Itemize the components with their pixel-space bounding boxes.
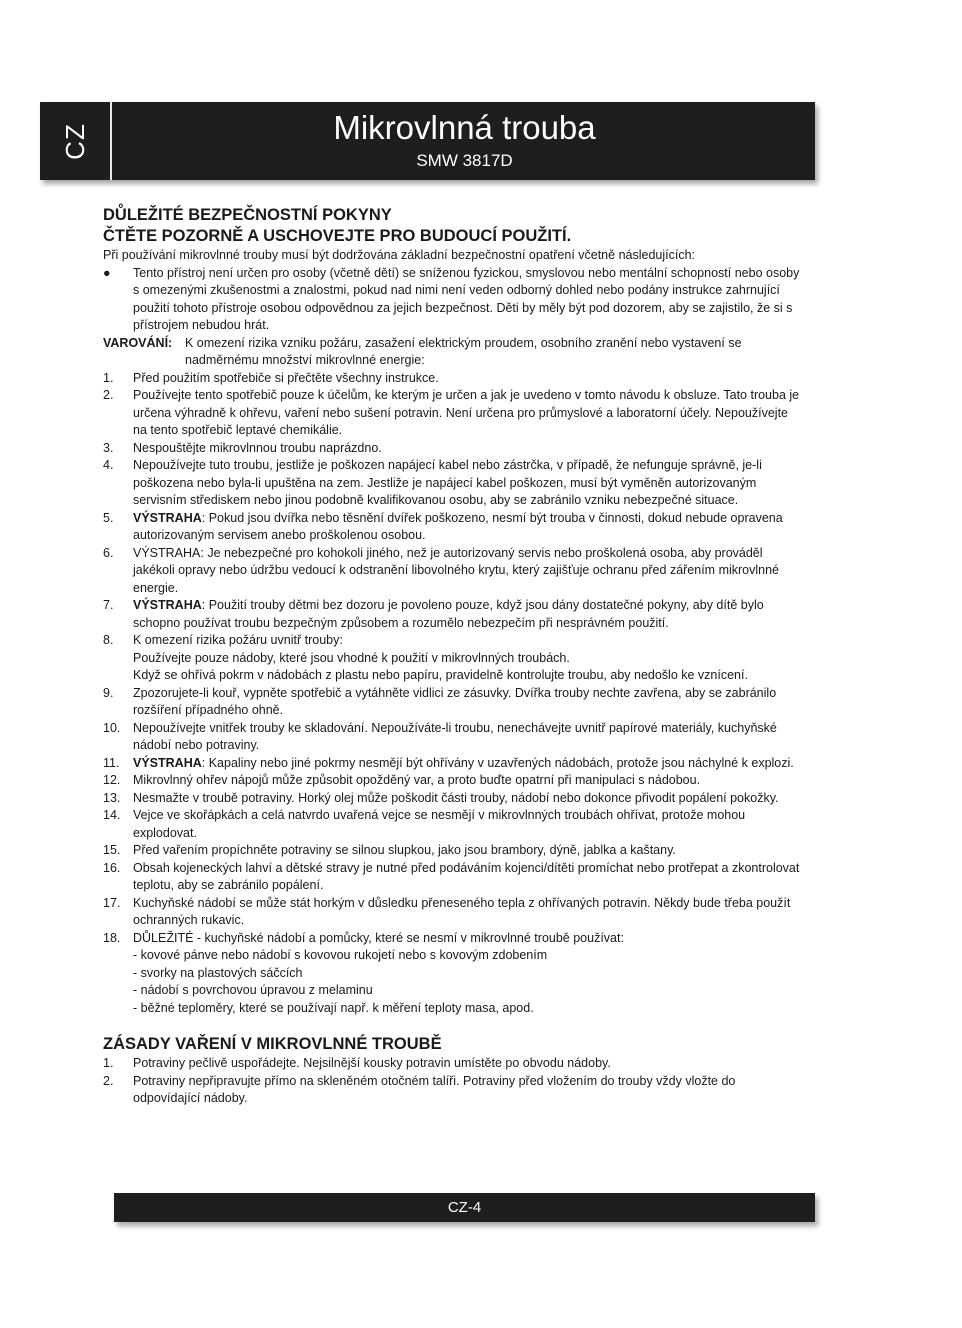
warning-text: K omezení rizika vzniku požáru, zasažení elektrickým proudem, osobního zranění nebo vystavení se nadměrnému množství mikrovlnné energie: xyxy=(185,335,742,367)
list-item xyxy=(103,1073,803,1108)
intro-text: Při používání mikrovlnné trouby musí být dodržována základní bezpečnostní opatření včetně následujících: xyxy=(103,248,695,262)
list-item-number: 14. xyxy=(103,808,121,822)
safety-list xyxy=(103,370,803,1018)
list-item xyxy=(103,720,803,755)
list-item-text xyxy=(133,772,803,790)
list-item-number: 18. xyxy=(103,930,121,945)
list-item xyxy=(103,807,803,842)
list-item-number: 8. xyxy=(103,633,114,647)
list-item-line: Obsah kojeneckých lahví a dětské stravy je nutné před podáváním kojenci/dítěti promíchat nebo protřepat a zkontrolovat teplotu, aby se zabránilo popálení. xyxy=(133,860,800,892)
list-item-line: VÝSTRAHA: Je nebezpečné pro kohokoli jiného, než je autorizovaný servis nebo proškolená osoba, aby prováděl jakékoli opravy nebo údržbu vedoucí k odstranění libovolného krytu, který zajišťuje ochranu před zářením mikrovlnné energie. xyxy=(133,545,780,595)
list-item xyxy=(103,790,803,808)
cooking-list xyxy=(103,1055,803,1108)
bullet-text: Tento přístroj není určen pro osoby (včetně dětí) se sníženou fyzickou, smyslovou nebo mentální schopností nebo osoby s omezenými zkušenostmi a znalostmi, pokud nad nimi není veden odborný dohled nebo podány instrukce zahrnující použití tohoto přístroje osobou odpovědnou za jejich bezpečnost. Děti by měly být pod dozorem, aby se zajistilo, že si s přístrojem nebudou hrát. xyxy=(133,265,800,332)
warning-keyword: VÝSTRAHA xyxy=(133,598,202,612)
list-item-line: Vejce ve skořápkách a celá natvrdo uvařená vejce se nesmějí v mikrovlnných troubách ohřívat, protože mohou explodovat. xyxy=(133,808,746,840)
list-item xyxy=(103,387,803,440)
list-item-line: - svorky na plastových sáčcích xyxy=(133,965,303,980)
list-item xyxy=(103,440,803,458)
warning-keyword: VÝSTRAHA xyxy=(133,755,202,770)
list-item-line: Nespouštějte mikrovlnnou troubu naprázdno. xyxy=(133,440,382,455)
list-item-number: 11. xyxy=(103,755,120,770)
model-number: SMW 3817D xyxy=(416,151,513,170)
list-item-line: Mikrovlnný ohřev nápojů může způsobit opožděný var, a proto buďte opatrní při manipulaci s nádobou. xyxy=(133,773,701,787)
bullet-icon: ● xyxy=(103,265,111,280)
warning-block xyxy=(103,335,803,370)
list-item-text: Potraviny pečlivě uspořádejte. Nejsilnější kousky potravin umístěte po obvodu nádoby. xyxy=(133,1056,611,1070)
list-item xyxy=(103,930,803,1018)
list-item xyxy=(103,632,803,685)
list-item-text xyxy=(133,842,803,860)
list-item-number: 10. xyxy=(103,720,121,735)
list-item-number: 6. xyxy=(103,545,114,560)
bullet-item xyxy=(103,265,803,335)
list-item-line: - nádobí s povrchovou úpravou z melaminu xyxy=(133,983,373,997)
warning-keyword: VÝSTRAHA xyxy=(133,510,202,525)
list-item-number: 15. xyxy=(103,843,121,857)
list-item-line: Nesmažte v troubě potraviny. Horký olej může poškodit části trouby, nádobí nebo dokonce přivodit popálení pokožky. xyxy=(133,790,779,805)
list-item-text xyxy=(133,790,803,808)
safety-heading: DŮLEŽITÉ BEZPEČNOSTNÍ POKYNY xyxy=(103,206,392,224)
list-item-line: VÝSTRAHA: Pokud jsou dvířka nebo těsnění dvířek poškozeno, nesmí být trouba v činnosti, dokud nebude opravena autorizovaným servisem anebo proškolenou osobou. xyxy=(133,510,783,542)
list-item-number: 12. xyxy=(103,773,121,787)
list-item-number: 2. xyxy=(103,388,114,402)
list-item-text xyxy=(133,440,803,458)
list-item xyxy=(103,1055,803,1073)
language-tab xyxy=(40,102,112,180)
list-item-line: VÝSTRAHA: Kapaliny nebo jiné pokrmy nesmějí být ohřívány v uzavřených nádobách, protože jsou náchylné k explozi. xyxy=(133,755,794,770)
list-item xyxy=(103,895,803,930)
list-item xyxy=(103,685,803,720)
list-item-line: Před vařením propíchněte potraviny se silnou slupkou, jako jsou brambory, dýně, jablka a kaštany. xyxy=(133,843,676,857)
list-item-text xyxy=(133,807,803,842)
list-item-line: K omezení rizika požáru uvnitř trouby: xyxy=(133,633,343,647)
list-item-number: 2. xyxy=(103,1073,114,1088)
list-item-line: Používejte tento spotřebič pouze k účelům, ke kterým je určen a jak je uvedeno v tomto návodu k obsluze. Tato trouba je určena výhradně k ohřevu, vaření nebo sušení potravin. Není určena pro průmyslové a laboratorní účely. Nepoužívejte na tento spotřebič leptavé chemikálie. xyxy=(133,388,800,437)
list-item-number: 3. xyxy=(103,440,114,455)
list-item xyxy=(103,772,803,790)
list-item-line: Používejte pouze nádoby, které jsou vhodné k použití v mikrovlnných troubách. xyxy=(133,650,570,665)
list-item-number: 13. xyxy=(103,790,121,805)
list-item-line: Nepoužívejte vnitřek trouby ke skladování. Nepoužíváte-li troubu, nenechávejte uvnitř papírové materiály, kuchyňské nádobí nebo potraviny. xyxy=(133,720,777,752)
list-item-number: 7. xyxy=(103,598,114,612)
document-body xyxy=(103,205,803,1108)
list-item-text xyxy=(133,545,803,598)
list-item-number: 1. xyxy=(103,1056,114,1070)
list-item-text xyxy=(133,860,803,895)
list-item-line: Zpozorujete-li kouř, vypněte spotřebič a vytáhněte vidlici ze zásuvky. Dvířka trouby nechte zavřena, aby se zabránilo rozšíření případného ohně. xyxy=(133,685,777,717)
list-item-text xyxy=(133,720,803,755)
list-item-number: 17. xyxy=(103,895,121,910)
list-item-text xyxy=(133,457,803,510)
list-item xyxy=(103,545,803,598)
list-item-line: Když se ohřívá pokrm v nádobách z plastu nebo papíru, pravidelně kontrolujte troubu, aby nedošlo ke vznícení. xyxy=(133,668,748,682)
list-item-number: 1. xyxy=(103,370,114,385)
list-item-text xyxy=(133,685,803,720)
list-item-text: Potraviny nepřipravujte přímo na skleněném otočném talíři. Potraviny před vložením do trouby vždy vložte do odpovídající nádoby. xyxy=(133,1073,736,1105)
list-item xyxy=(103,860,803,895)
language-code: CZ xyxy=(59,122,90,160)
keep-instructions-heading: ČTĚTE POZORNĚ A USCHOVEJTE PRO BUDOUCÍ POUŽITÍ. xyxy=(103,227,572,245)
cooking-heading: ZÁSADY VAŘENÍ V MIKROVLNNÉ TROUBĚ xyxy=(103,1035,442,1053)
list-item-text xyxy=(133,597,803,632)
list-item-text xyxy=(133,370,803,388)
page-footer xyxy=(114,1193,815,1222)
list-item-line: VÝSTRAHA: Použití trouby dětmi bez dozoru je povoleno pouze, když jsou dány dostatečné pokyny, aby dítě bylo schopno používat troubu bezpečným způsobem a rozumělo nebezpečím při nesprávném použití. xyxy=(133,598,764,630)
page-title: Mikrovlnná trouba xyxy=(333,109,596,146)
page-number: CZ-4 xyxy=(447,1199,482,1216)
warning-label: VAROVÁNÍ: xyxy=(103,335,173,350)
list-item xyxy=(103,597,803,632)
list-item-text xyxy=(133,755,803,773)
list-item-line: - kovové pánve nebo nádobí s kovovou rukojetí nebo s kovovým zdobením xyxy=(133,948,548,962)
list-item xyxy=(103,457,803,510)
list-item-text xyxy=(133,930,803,1018)
list-item-text xyxy=(133,387,803,440)
list-item-line: Před použitím spotřebiče si přečtěte všechny instrukce. xyxy=(133,370,439,385)
list-item-text xyxy=(133,510,803,545)
list-item xyxy=(103,842,803,860)
list-item xyxy=(103,370,803,388)
list-item-line: Kuchyňské nádobí se může stát horkým v důsledku přeneseného tepla z ohřívaných potravin. Někdy bude třeba použít ochranných rukavic. xyxy=(133,895,791,927)
list-item-line: DŮLEŽITÉ - kuchyňské nádobí a pomůcky, které se nesmí v mikrovlnné troubě používat: xyxy=(133,930,624,945)
header-bar xyxy=(40,102,815,180)
list-item-line: - běžné teploměry, které se používají např. k měření teploty masa, apod. xyxy=(133,1000,534,1015)
list-item-number: 16. xyxy=(103,860,121,875)
list-item-line: Nepoužívejte tuto troubu, jestliže je poškozen napájecí kabel nebo zástrčka, v případě, že nefunguje správně, je-li poškozena nebo byla-li upuštěna na zem. Jestliže je napájecí kabel poškozen, musí být vyměněn autorizovaným servisním střediskem nebo jinou podobně kvalifikovanou osobu, aby se zabránilo vzniku nebezpečné situace. xyxy=(133,458,762,507)
list-item xyxy=(103,510,803,545)
list-item-text xyxy=(133,632,803,685)
list-item xyxy=(103,755,803,773)
list-item-number: 4. xyxy=(103,458,114,472)
list-item-text xyxy=(133,895,803,930)
list-item-number: 9. xyxy=(103,685,114,700)
list-item-number: 5. xyxy=(103,510,114,525)
